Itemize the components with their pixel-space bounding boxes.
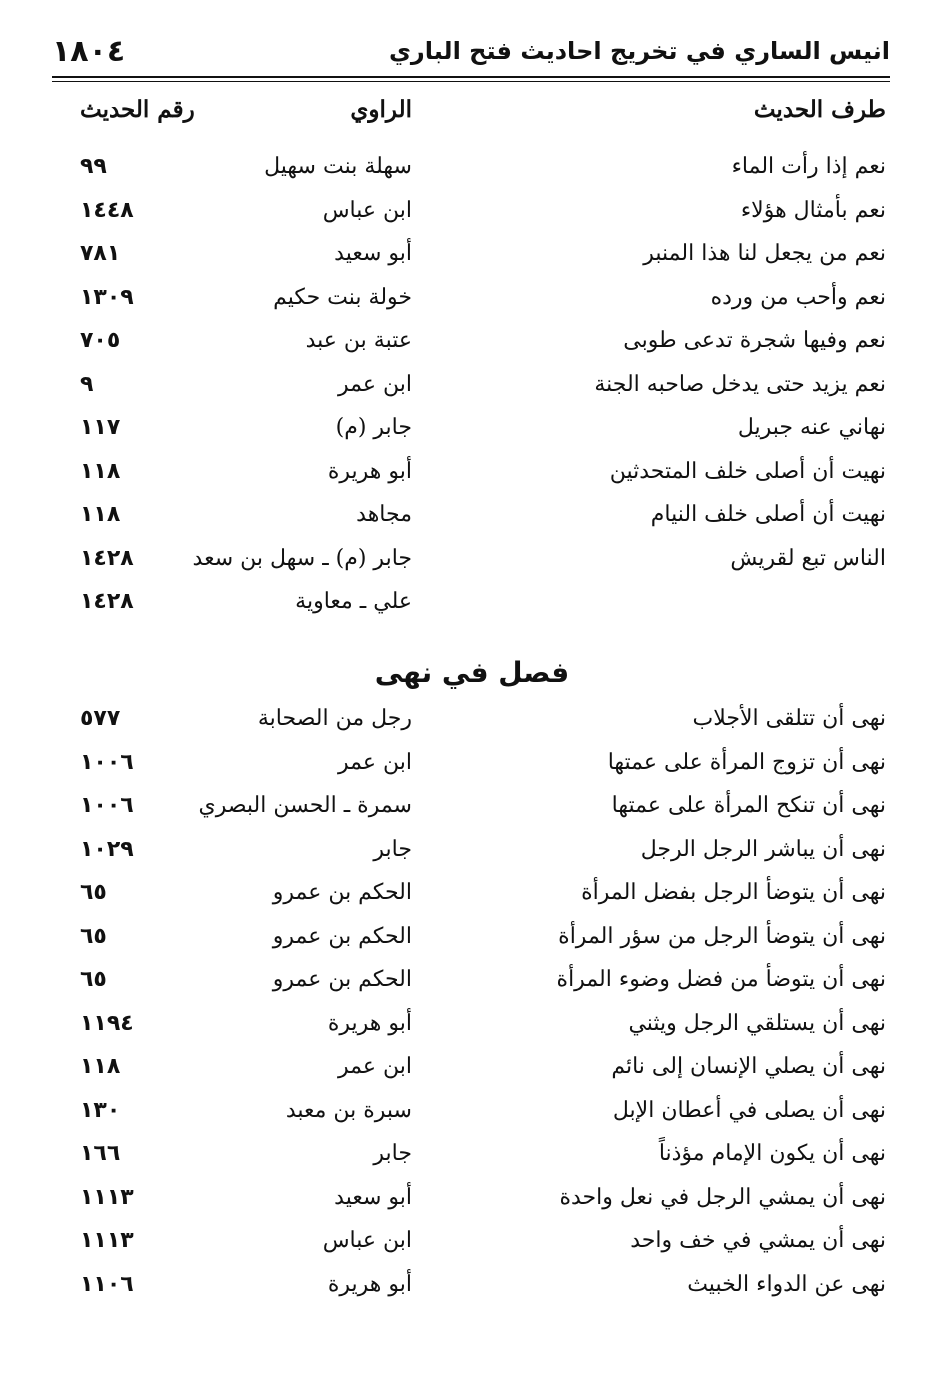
hadith-number: ١١٨ <box>80 458 121 484</box>
narrator: سمرة ـ الحسن البصري <box>198 793 412 818</box>
hadith-text: نهى أن يتوضأ الرجل بفضل المرأة <box>581 880 886 905</box>
hadith-number: ١٤٤٨ <box>80 197 134 223</box>
header-rule <box>52 76 890 78</box>
hadith-text: نهى أن يباشر الرجل الرجل <box>640 836 886 862</box>
narrator: سبرة بن معبد <box>285 1097 412 1123</box>
hadith-text: نعم وأحب من ورده <box>710 284 886 310</box>
table-row <box>0 452 944 492</box>
narrator: خولة بنت حكيم <box>273 284 412 310</box>
table-row <box>0 147 944 187</box>
narrator: ابن عباس <box>322 197 412 223</box>
hadith-number: ١٠٠٦ <box>80 749 134 775</box>
narrator: أبو هريرة <box>327 458 412 484</box>
hadith-text: نعم من يجعل لنا هذا المنبر <box>643 241 886 266</box>
table-row <box>0 1221 944 1261</box>
hadith-text: نعم وفيها شجرة تدعى طوبى <box>623 328 886 353</box>
hadith-number: ١١٨ <box>80 502 121 527</box>
hadith-text: نهيت أن أصلى خلف المتحدثين <box>609 458 886 484</box>
table-row <box>0 1004 944 1044</box>
hadith-text: نعم يزيد حتى يدخل صاحبه الجنة <box>594 371 886 397</box>
narrator: علي ـ معاوية <box>295 589 412 614</box>
narrator: الحكم بن عمرو <box>272 880 412 905</box>
hadith-number: ١٤٢٨ <box>80 545 134 571</box>
hadith-number: ١٠٠٦ <box>80 793 134 818</box>
hadith-text: نعم بأمثال هؤلاء <box>740 197 886 223</box>
hadith-number: ١١٠٦ <box>80 1271 134 1297</box>
table-row <box>0 278 944 318</box>
narrator: جابر <box>373 836 412 862</box>
table-row <box>0 1265 944 1305</box>
table-row <box>0 582 944 622</box>
narrator: مجاهد <box>356 502 412 527</box>
hadith-text: نهى عن الدواء الخبيث <box>687 1271 886 1297</box>
column-headers <box>0 90 944 130</box>
narrator: ابن عباس <box>322 1228 412 1253</box>
hadith-number: ١١٧ <box>80 415 121 440</box>
hadith-number: ٦٥ <box>80 880 107 905</box>
table-row <box>0 873 944 913</box>
narrator: جابر (م) <box>335 415 412 440</box>
table-row <box>0 365 944 405</box>
hadith-text: الناس تبع لقريش <box>730 545 886 571</box>
hadith-number: ١٠٢٩ <box>80 836 134 862</box>
hadith-text: نهاني عنه جبريل <box>737 415 886 440</box>
book-title: انيس الساري في تخريج احاديث فتح الباري <box>388 37 890 65</box>
hadith-number: ١٤٢٨ <box>80 589 134 614</box>
hadith-number: ٦٥ <box>80 923 107 949</box>
header-rule-thin <box>52 81 890 82</box>
narrator: سهلة بنت سهيل <box>264 154 412 179</box>
column-header-number: رقم الحديث <box>80 96 195 123</box>
narrator: أبو سعيد <box>334 1184 412 1210</box>
narrator: الحكم بن عمرو <box>272 967 412 992</box>
narrator: أبو هريرة <box>327 1010 412 1036</box>
narrator: جابر <box>373 1141 412 1166</box>
table-row <box>0 495 944 535</box>
page-header <box>52 26 890 76</box>
hadith-number: ٧٠٥ <box>80 328 121 353</box>
hadith-number: ١١١٣ <box>80 1228 134 1253</box>
hadith-text: نهيت أن أصلى خلف النيام <box>650 502 886 527</box>
section-title: فصل في نهى <box>374 656 570 689</box>
hadith-text: نهى أن تزوج المرأة على عمتها <box>607 749 886 775</box>
column-header-narrator: الراوي <box>350 96 412 123</box>
narrator: جابر (م) ـ سهل بن سعد <box>192 545 412 571</box>
table-row <box>0 408 944 448</box>
table-row <box>0 743 944 783</box>
table-row <box>0 699 944 739</box>
narrator: ابن عمر <box>338 371 412 397</box>
narrator: أبو سعيد <box>334 241 412 266</box>
hadith-text: نعم إذا رأت الماء <box>731 154 886 179</box>
narrator: رجل من الصحابة <box>257 706 412 731</box>
hadith-number: ١١٨ <box>80 1054 121 1079</box>
narrator: عتبة بن عبد <box>305 328 412 353</box>
hadith-number: ١١١٣ <box>80 1184 134 1210</box>
hadith-text: نهى أن يستلقي الرجل ويثني <box>628 1010 886 1036</box>
table-row <box>0 539 944 579</box>
hadith-text: نهى أن يتوضأ من فضل وضوء المرأة <box>556 967 886 992</box>
table-row <box>0 1091 944 1131</box>
table-row <box>0 786 944 826</box>
hadith-number: ١١٩٤ <box>80 1010 134 1036</box>
narrator: ابن عمر <box>338 1054 412 1079</box>
table-row <box>0 234 944 274</box>
hadith-text: نهى أن يصلى في أعطان الإبل <box>612 1097 886 1123</box>
hadith-text: نهى أن يتوضأ الرجل من سؤر المرأة <box>558 923 886 949</box>
table-row <box>0 1134 944 1174</box>
table-row <box>0 321 944 361</box>
narrator: ابن عمر <box>338 749 412 775</box>
page-number: ١٨٠٤ <box>52 33 126 69</box>
narrator: الحكم بن عمرو <box>272 923 412 949</box>
hadith-text: نهى أن تنكح المرأة على عمتها <box>611 793 886 818</box>
table-row <box>0 960 944 1000</box>
hadith-number: ١٣٠٩ <box>80 284 134 310</box>
hadith-number: ٧٨١ <box>80 241 121 266</box>
hadith-number: ٥٧٧ <box>80 706 121 731</box>
hadith-text: نهى أن يكون الإمام مؤذناً <box>658 1141 886 1166</box>
narrator: أبو هريرة <box>327 1271 412 1297</box>
hadith-number: ٩ <box>80 371 94 397</box>
column-header-text: طرف الحديث <box>753 96 886 123</box>
hadith-text: نهى أن يمشي في خف واحد <box>630 1228 886 1253</box>
hadith-number: ٩٩ <box>80 154 107 179</box>
hadith-number: ١٣٠ <box>80 1097 121 1123</box>
hadith-text: نهى أن يمشي الرجل في نعل واحدة <box>559 1184 886 1210</box>
table-row <box>0 830 944 870</box>
hadith-text: نهى أن يصلي الإنسان إلى نائم <box>611 1054 886 1079</box>
table-row <box>0 1178 944 1218</box>
table-row <box>0 917 944 957</box>
table-row <box>0 1047 944 1087</box>
hadith-number: ٦٥ <box>80 967 107 992</box>
hadith-text: نهى أن تتلقى الأجلاب <box>692 706 886 731</box>
table-row <box>0 191 944 231</box>
hadith-number: ١٦٦ <box>80 1141 121 1166</box>
